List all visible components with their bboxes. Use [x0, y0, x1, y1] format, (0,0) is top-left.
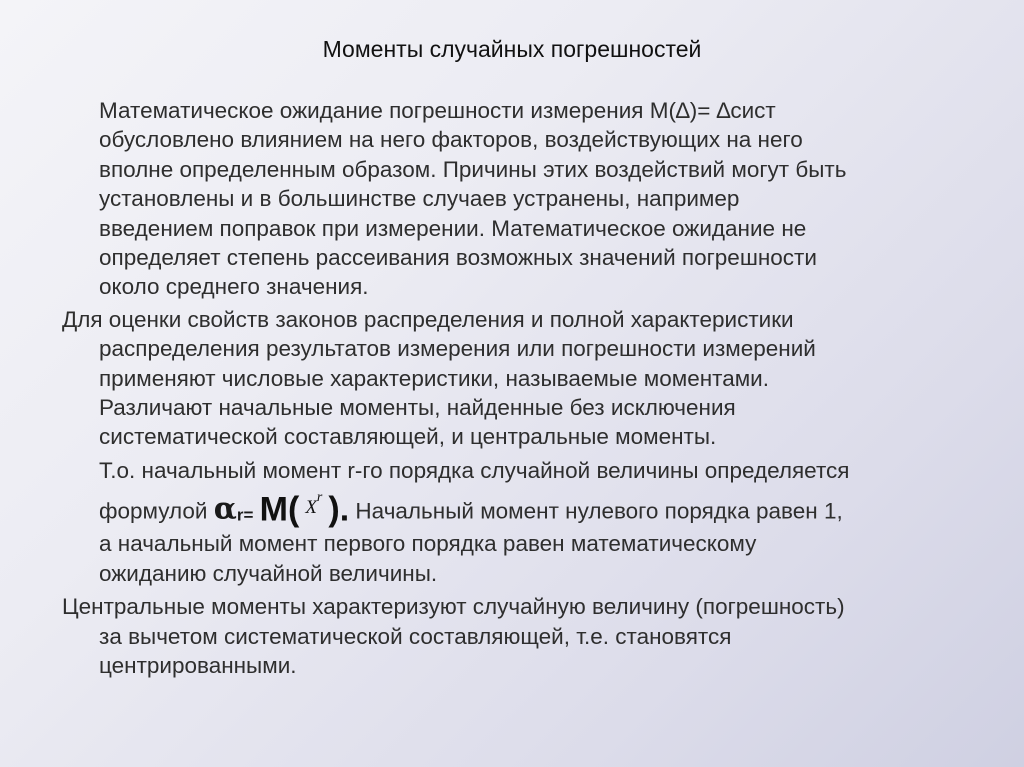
text-line: за вычетом систематической составляющей, т.е. становятся	[99, 623, 732, 649]
formula-close: ).	[328, 490, 350, 529]
text-line: около среднего значения.	[99, 274, 369, 300]
text-line: Для оценки свойств законов распределения и полной характеристики	[62, 306, 794, 332]
text-line: Центральные моменты характеризуют случайную величину (погрешность)	[62, 594, 845, 620]
text-line: распределения результатов измерения или погрешности измерений	[99, 336, 816, 362]
alpha-symbol: α	[213, 491, 237, 527]
text-line: Математическое ожидание погрешности измерения М(∆)= ∆сист	[99, 98, 776, 123]
paragraph-initial-moment	[62, 456, 962, 588]
paragraph-central-moments	[62, 592, 962, 680]
formula-variable: Xr	[305, 490, 323, 518]
paragraph-moments	[62, 305, 962, 452]
text-line: определяет степень рассеивания возможных значений погрешности	[99, 245, 817, 271]
text-line: систематической составляющей, и центральные моменты.	[99, 424, 717, 450]
text-line: Различают начальные моменты, найденные без исключения	[99, 395, 736, 421]
expectation-operator: M(	[259, 490, 300, 529]
text-line: ожиданию случайной величины.	[99, 560, 438, 586]
slide-body	[62, 96, 962, 680]
text-line: введением поправок при измерении. Математическое ожидание не	[99, 215, 807, 241]
formula-line	[99, 490, 962, 529]
formula-exponent: r	[316, 490, 323, 506]
text-line: Т.о. начальный момент r-го порядка случайной величины определяется	[99, 457, 850, 483]
text-line: установлены и в большинстве случаев устранены, например	[99, 186, 740, 212]
r-equals: r=	[236, 505, 254, 525]
formula-suffix: Начальный момент нулевого порядка равен 1,	[355, 498, 843, 524]
slide-title: Моменты случайных погрешностей	[322, 36, 702, 62]
text-line: обусловлено влиянием на него факторов, воздействующих на него	[99, 127, 803, 153]
text-line: применяют числовые характеристики, называемые моментами.	[99, 365, 769, 391]
paragraph-expectation	[62, 96, 962, 302]
formula-prefix: формулой	[99, 498, 208, 524]
text-line: а начальный момент первого порядка равен математическому	[99, 531, 757, 557]
text-line: вполне определенным образом. Причины этих воздействий могут быть	[99, 156, 847, 182]
text-line: центрированными.	[99, 652, 297, 678]
